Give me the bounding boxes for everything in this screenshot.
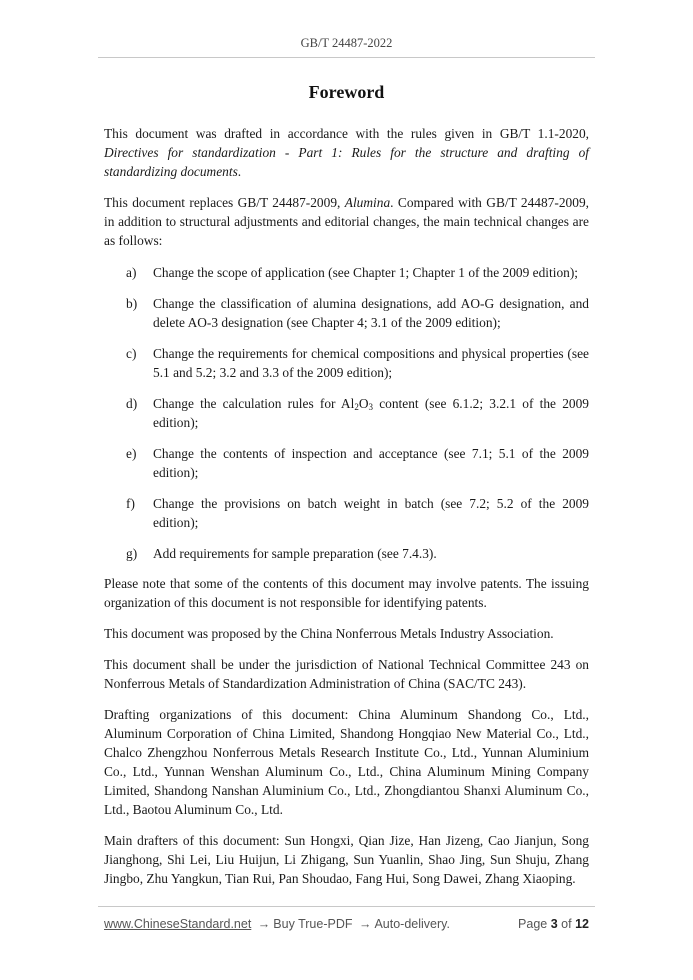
arrow-right-icon: → (257, 917, 271, 931)
list-item (104, 494, 589, 532)
list-item-text: Change the contents of inspection and acceptance (see 7.1; 5.1 of the 2009 edition); (153, 446, 589, 480)
paragraph-proposed: This document was proposed by the China Nonferrous Metals Industry Association. (104, 626, 554, 641)
list-item-text (153, 394, 589, 432)
subscript: 2 (354, 402, 359, 412)
directive-title: Directives for standardization - Part 1: Rules for the structure and drafting of standardizing documents (104, 145, 589, 179)
document-body (104, 124, 589, 900)
list-marker: e) (126, 446, 137, 461)
list-item (104, 263, 589, 282)
paragraph-end: . (237, 164, 242, 179)
list-marker: c) (126, 346, 137, 361)
list-item (104, 544, 589, 563)
list-marker: f) (126, 496, 135, 511)
list-item-text: Change the provisions on batch weight in batch (see 7.2; 5.2 of the 2009 edition); (153, 496, 589, 530)
paragraph-patents: Please note that some of the contents of this document may involve patents. The issuing organization of this document is not responsible for identifying patents. (104, 576, 589, 610)
buy-pdf-text: Buy True-PDF (273, 917, 353, 931)
standard-title: Alumina (344, 195, 391, 210)
paragraph-text: This document was drafted in accordance with the rules given in GB/T 1.1-2020, (104, 126, 589, 141)
paragraph-end: . Compared with GB/T 24487-2009, in addition to structural adjustments and editorial changes, the main technical changes are as follows: (104, 195, 589, 248)
paragraph-drafting-rules (104, 124, 589, 181)
paragraph-drafting-organizations: Drafting organizations of this document: China Aluminum Shandong Co., Ltd., Aluminum Corporation of China Limited, Shandong Hongqiao New Material Co., Ltd., Chalco Zhengzhou Nonferrous Metals Research Institute Co., Ltd., Yunnan Aluminium Co., Ltd., Yunnan Wenshan Aluminum Co., Ltd., China Aluminum Mining Company Limited, Shandong Nanshan Aluminium Co., Ltd., Zhongdiantou Shanxi Aluminum Co., Ltd., Baotou Aluminum Co., Ltd. (104, 707, 589, 817)
arrow-right-icon: → (358, 917, 372, 931)
footer-links (104, 917, 450, 931)
header-divider (98, 57, 595, 58)
auto-delivery-text: Auto-delivery. (374, 917, 450, 931)
subscript: 3 (368, 402, 373, 412)
page-number: 3 (550, 917, 558, 931)
text-segment: O (358, 396, 369, 411)
text-segment: Change the calculation rules for Al (153, 396, 355, 411)
page-of-label: of (561, 917, 572, 931)
page-label: Page (518, 917, 548, 931)
text-segment: content (see 6.1.2; 3.2.1 of the 2009 edition); (153, 396, 589, 430)
list-item (104, 444, 589, 482)
paragraph-drafters: Main drafters of this document: Sun Hongxi, Qian Jize, Han Jizeng, Cao Jianjun, Song Jianghong, Shi Lei, Liu Huijun, Li Zhigang, Sun Yuanlin, Shao Jing, Sun Shuju, Zhang Jingbo, Zhu Yangkun, Tian Rui, Pan Shoudao, Fang Hui, Song Dawei, Zhang Xiaoping. (104, 833, 589, 886)
changes-list (104, 263, 589, 563)
list-item (104, 344, 589, 382)
list-item-text: Change the classification of alumina designations, add AO-G designation, and delete AO-3 designation (see Chapter 4; 3.1 of the 2009 edition); (153, 296, 589, 330)
footer (104, 917, 589, 931)
page-total: 12 (575, 917, 589, 931)
list-marker: a) (126, 265, 137, 280)
paragraph-text: This document replaces GB/T 24487-2009, (104, 195, 345, 210)
site-link[interactable]: www.ChineseStandard.net (104, 917, 252, 931)
list-marker: d) (126, 396, 138, 411)
list-item (104, 394, 589, 432)
page-title: Foreword (308, 82, 385, 102)
paragraph-jurisdiction: This document shall be under the jurisdiction of National Technical Committee 243 on Nonferrous Metals of Standardization Administration of China (SAC/TC 243). (104, 657, 589, 691)
footer-divider (98, 906, 595, 907)
list-item-text: Change the scope of application (see Chapter 1; Chapter 1 of the 2009 edition); (153, 265, 579, 280)
list-item-text: Add requirements for sample preparation (see 7.4.3). (153, 546, 437, 561)
list-item-text: Change the requirements for chemical compositions and physical properties (see 5.1 and 5.2; 3.2 and 3.3 of the 2009 edition); (153, 346, 589, 380)
list-marker: b) (126, 296, 138, 311)
list-item (104, 294, 589, 332)
page-indicator (518, 917, 589, 931)
header-standard-code: GB/T 24487-2022 (300, 36, 393, 50)
paragraph-replaces (104, 193, 589, 250)
list-marker: g) (126, 546, 138, 561)
